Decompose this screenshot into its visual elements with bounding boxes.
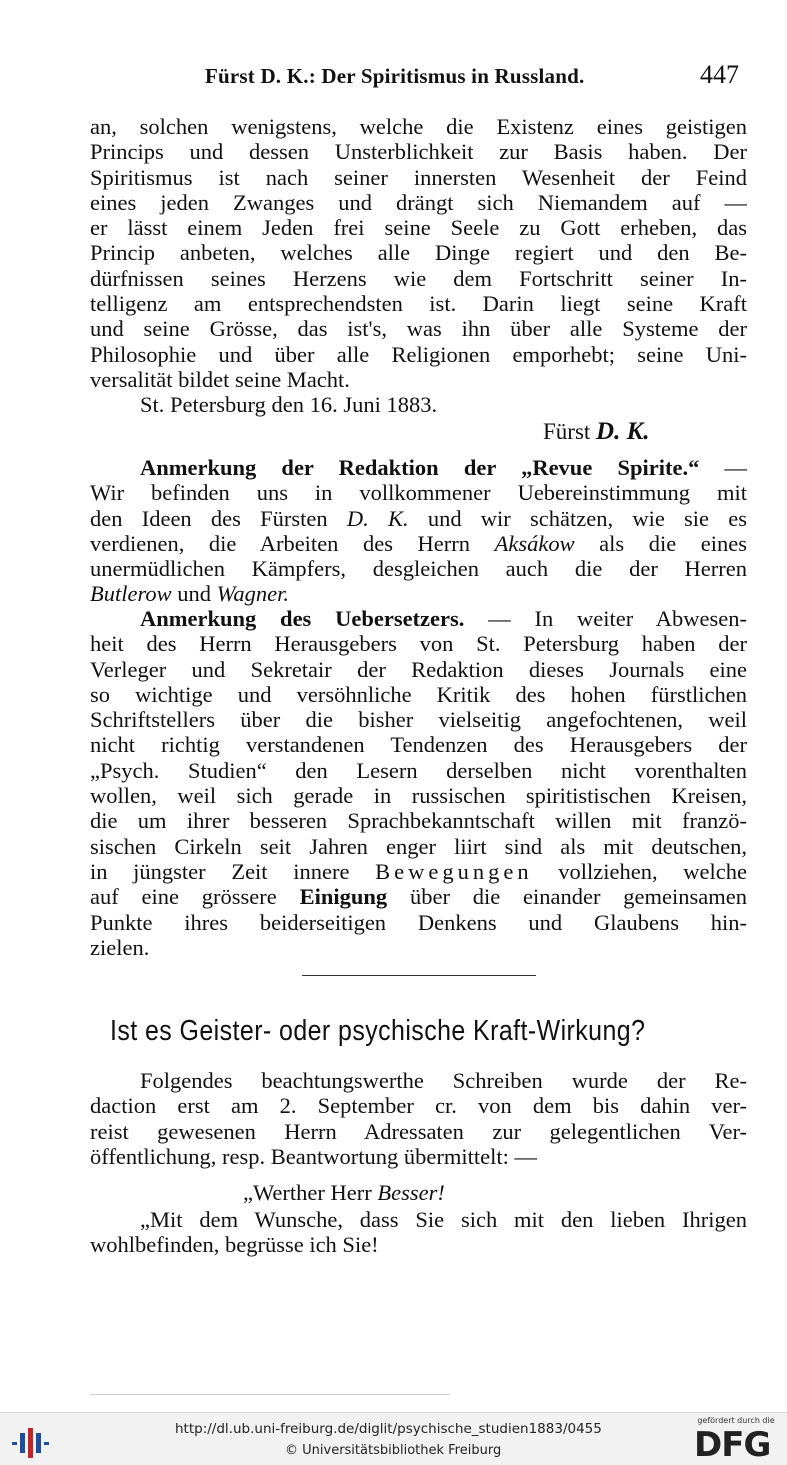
- text-line: wollen, weil sich gerade in russischen spiritistischen Kreisen,: [90, 783, 747, 809]
- library-logo-icon: [12, 1425, 52, 1461]
- text-line: eines jeden Zwanges und drängt sich Niemandem auf —: [90, 189, 747, 215]
- signature-initials: D. K.: [596, 418, 650, 445]
- emphasized-word: Einigung: [299, 884, 388, 910]
- text-line: Butlerow und Wagner.: [90, 581, 289, 607]
- text-line: reist gewesenen Herrn Adressaten zur gelegentlichen Ver-: [90, 1118, 747, 1144]
- text-line: Verleger und Sekretair der Redaktion dieses Journals eine: [90, 656, 747, 682]
- person-name: D. K.: [346, 505, 409, 531]
- text-line: Princip anbeten, welches alle Dinge regiert und den Be-: [90, 240, 747, 266]
- text-line: auf eine grössere Einigung über die einander gemeinsamen: [90, 884, 747, 910]
- note-uebersetzer: [90, 606, 747, 960]
- page-number: 447: [700, 60, 739, 89]
- page-bottom-rule: [90, 1394, 450, 1395]
- footer-bar: [0, 1412, 787, 1465]
- signature: [543, 418, 650, 446]
- text-line: dürfnissen seines Herzens wie dem Fortschritt seiner In-: [90, 265, 747, 291]
- dateline: St. Petersburg den 16. Juni 1883.: [140, 392, 438, 417]
- copyright-notice: © Universitätsbibliothek Freiburg: [285, 1443, 502, 1458]
- note-label: Anmerkung des Uebersetzers.: [140, 606, 465, 631]
- section-separator: [302, 975, 536, 976]
- text-line: die um ihrer besseren Sprachbekanntschaft willen mit franzö-: [90, 808, 747, 834]
- source-url-link[interactable]: http://dl.ub.uni-freiburg.de/diglit/psychische_studien1883/0455: [175, 1421, 602, 1437]
- text-line: Wir befinden uns in vollkommener Uebereinstimmung mit: [90, 480, 747, 506]
- text-line: Anmerkung des Uebersetzers. — In weiter Abwesen-: [140, 606, 747, 631]
- text-line: in jüngster Zeit innere Bewegungen vollziehen, welche: [90, 858, 747, 884]
- text-line: nicht richtig verstandenen Tendenzen des Herausgebers der: [90, 732, 747, 758]
- text-line: so wichtige und versöhnliche Kritik des hohen fürstlichen: [90, 681, 747, 707]
- person-name: Butlerow: [90, 581, 172, 607]
- text-line: wohlbefinden, begrüsse ich Sie!: [90, 1232, 379, 1258]
- person-name: Wagner.: [216, 581, 289, 607]
- person-name: Aksákow: [494, 530, 575, 556]
- text-line: Princips und dessen Unsterblichkeit zur Basis haben. Der: [90, 139, 747, 165]
- text-line: telligenz am entsprechendsten ist. Darin liegt seine Kraft: [90, 291, 747, 317]
- text-line: den Ideen des Fürsten D. K. und wir schätzen, wie sie es: [90, 505, 747, 531]
- text-line: an, solchen wenigstens, welche die Existenz eines geistigen: [90, 114, 747, 139]
- text-line: Philosophie und über alle Religionen emporhebt; seine Uni-: [90, 341, 747, 367]
- text-line: „Psych. Studien“ den Lesern derselben nicht vorenthalten: [90, 757, 747, 783]
- text-line: verdienen, die Arbeiten des Herrn Aksákow als die eines: [90, 530, 747, 556]
- text-line: daction erst am 2. September cr. von dem bis dahin ver-: [90, 1093, 747, 1119]
- paragraph-conclusion: [90, 114, 747, 392]
- note-redaktion: [90, 455, 747, 607]
- running-head: [0, 60, 787, 94]
- emphasized-word: Bewegungen: [375, 858, 533, 884]
- text-line: heit des Herrn Herausgebers von St. Petersburg haben der: [90, 631, 747, 657]
- person-name: Besser!: [377, 1180, 445, 1205]
- text-line: „Mit dem Wunsche, dass Sie sich mit den lieben Ihrigen: [140, 1207, 747, 1232]
- running-title: Fürst D. K.: Der Spiritismus in Russland.: [205, 64, 585, 88]
- text-line: Schriftstellers über die bisher vielseitig angefochtenen, weil: [90, 707, 747, 733]
- dfg-letters: DFG: [694, 1425, 771, 1465]
- section-intro: [90, 1068, 747, 1169]
- signature-prefix: Fürst: [543, 419, 591, 444]
- dfg-funding-note: gefördert durch die: [697, 1416, 775, 1425]
- section-heading: Ist es Geister- oder psychische Kraft-Wirkung?: [110, 1015, 646, 1047]
- text-line: er lässt einem Jeden frei seine Seele zu Gott erheben, das: [90, 215, 747, 241]
- text-line: Punkte ihres beiderseitigen Denkens und Glaubens hin-: [90, 909, 747, 935]
- note-label: Anmerkung der Redaktion der „Revue Spirite.“: [140, 455, 700, 480]
- text-line: Anmerkung der Redaktion der „Revue Spirite.“ —: [140, 455, 747, 480]
- text-line: öffentlichung, resp. Beantwortung übermittelt: —: [90, 1143, 537, 1169]
- text-line: sischen Cirkeln seit Jahren enger liirt sind als mit deutschen,: [90, 833, 747, 859]
- dfg-logo: [690, 1416, 782, 1464]
- letter-opening: [90, 1207, 747, 1258]
- text-line: unermüdlichen Kämpfers, desgleichen auch die der Herren: [90, 556, 747, 582]
- text-line: Spiritismus ist nach seiner innersten Wesenheit der Feind: [90, 164, 747, 190]
- text-line: versalität bildet seine Macht.: [90, 366, 350, 392]
- text-line: und seine Grösse, das ist's, was ihn über alle Systeme der: [90, 316, 747, 342]
- text-line: zielen.: [90, 934, 150, 960]
- text-line: Folgendes beachtungswerthe Schreiben wurde der Re-: [140, 1068, 747, 1093]
- letter-salutation: „Werther Herr Besser!: [243, 1180, 445, 1205]
